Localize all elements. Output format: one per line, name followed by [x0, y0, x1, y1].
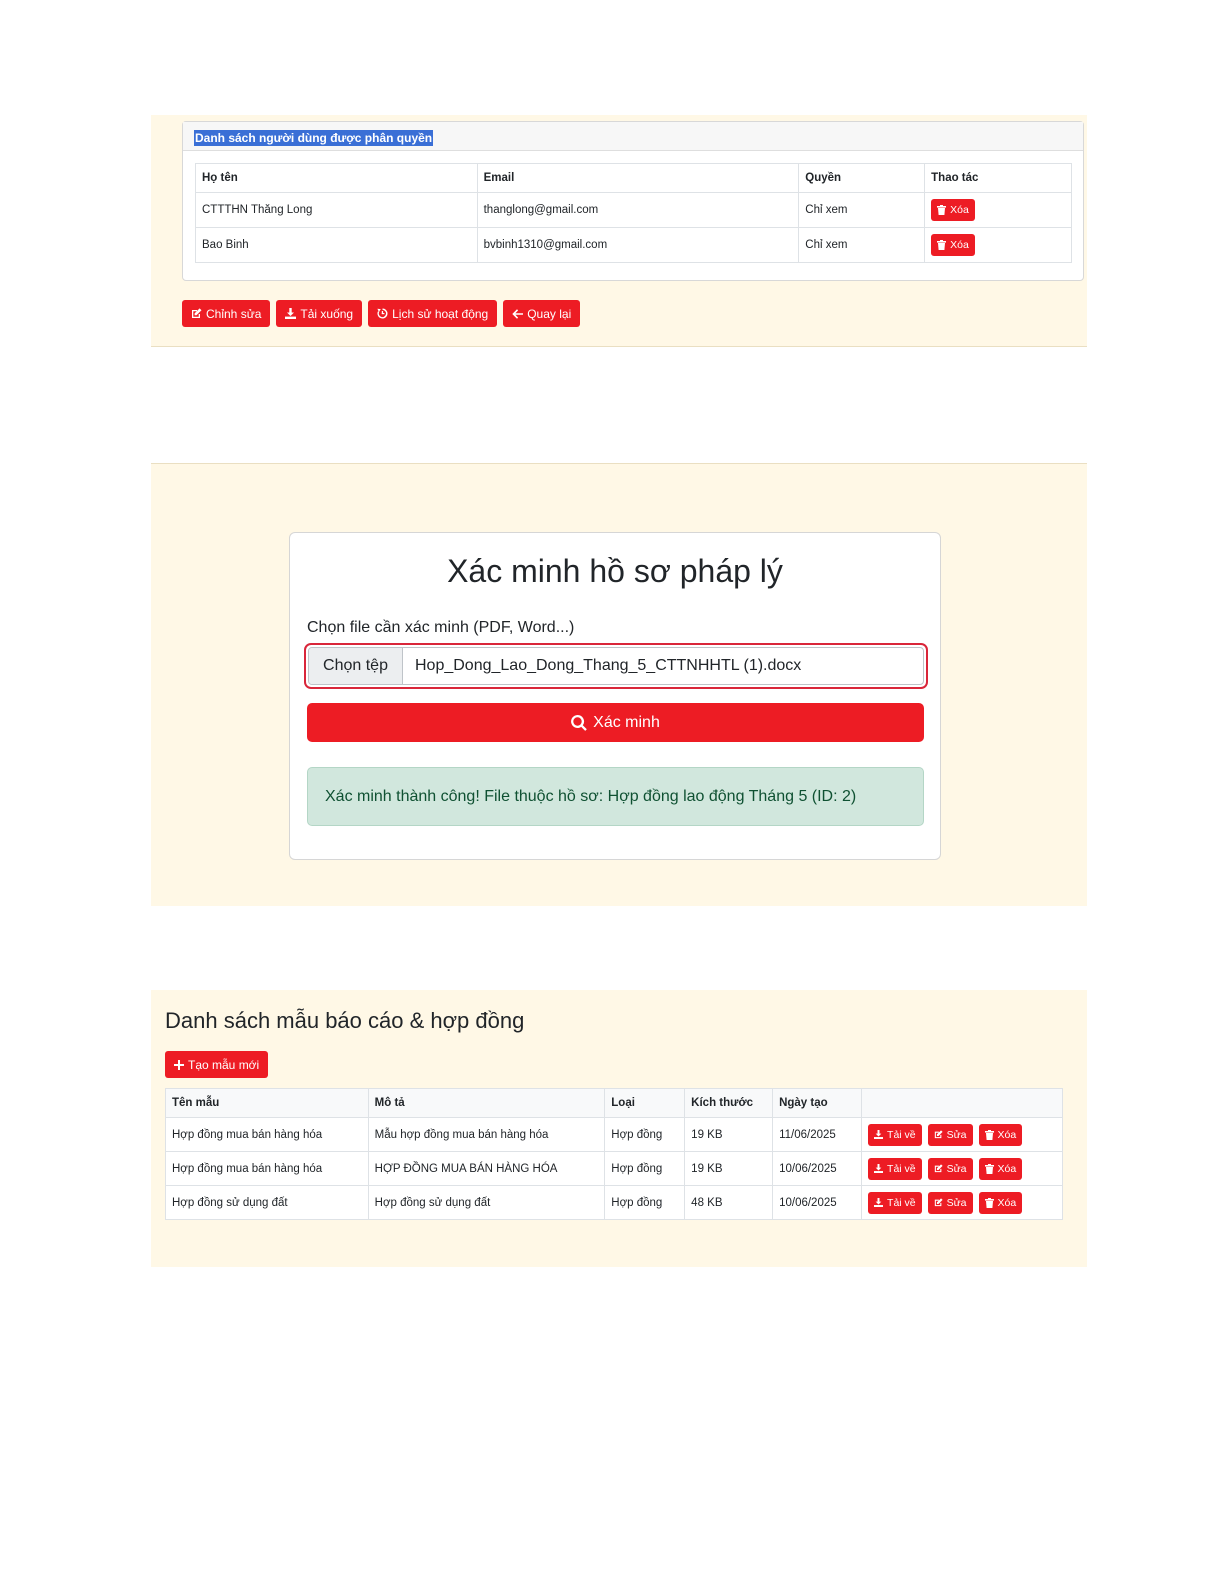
- template-download-label: Tải về: [887, 1162, 916, 1175]
- trash-icon: [937, 205, 946, 215]
- template-download-label: Tải về: [887, 1128, 916, 1141]
- template-actions-cell: [862, 1118, 1063, 1152]
- download-icon: [874, 1164, 883, 1173]
- edit-icon: [934, 1164, 943, 1173]
- table-header-row: [166, 1089, 1063, 1118]
- trash-icon: [937, 240, 946, 250]
- user-email-cell: bvbinh1310@gmail.com: [477, 228, 799, 263]
- download-icon: [874, 1198, 883, 1207]
- back-button[interactable]: [503, 300, 580, 327]
- file-input-focus-ring: [304, 643, 928, 689]
- history-button[interactable]: [368, 300, 497, 327]
- template-delete-label: Xóa: [997, 1162, 1017, 1175]
- user-name-cell: CTTTHN Thăng Long: [196, 193, 478, 228]
- template-desc-cell: Mẫu hợp đồng mua bán hàng hóa: [368, 1118, 605, 1152]
- table-header-row: [196, 164, 1072, 193]
- template-name-cell: Hợp đồng mua bán hàng hóa: [166, 1152, 369, 1186]
- plus-icon: [174, 1060, 184, 1070]
- delete-user-label: Xóa: [950, 204, 969, 216]
- template-delete-label: Xóa: [997, 1128, 1017, 1141]
- user-role-cell: Chỉ xem: [799, 193, 925, 228]
- download-icon: [285, 308, 296, 319]
- column-header: Họ tên: [196, 164, 478, 193]
- table-row: [196, 228, 1072, 263]
- user-name-cell: Bao Binh: [196, 228, 478, 263]
- template-actions-cell: [862, 1186, 1063, 1220]
- template-size-cell: 19 KB: [685, 1118, 773, 1152]
- search-icon: [571, 715, 587, 731]
- template-edit-label: Sửa: [946, 1162, 967, 1175]
- file-label: Chọn file cần xác minh (PDF, Word...): [307, 619, 575, 636]
- users-card: [182, 121, 1084, 281]
- download-icon: [874, 1130, 883, 1139]
- template-edit-label: Sửa: [946, 1196, 967, 1209]
- trash-icon: [985, 1198, 994, 1208]
- history-button-label: Lịch sử hoạt động: [392, 306, 489, 321]
- column-header: Email: [477, 164, 799, 193]
- arrow-left-icon: [512, 309, 523, 319]
- verify-button[interactable]: [307, 703, 924, 742]
- column-header: Kích thước: [685, 1089, 773, 1118]
- template-delete-button[interactable]: [979, 1124, 1023, 1146]
- file-input[interactable]: [308, 647, 924, 685]
- edit-icon: [934, 1198, 943, 1207]
- verify-title: Xác minh hồ sơ pháp lý: [447, 553, 783, 589]
- users-card-title: Danh sách người dùng được phân quyền: [195, 131, 433, 145]
- users-card-header: [183, 122, 1083, 151]
- verify-button-label: Xác minh: [593, 713, 660, 731]
- template-date-cell: 10/06/2025: [773, 1186, 862, 1220]
- download-button[interactable]: [276, 300, 362, 327]
- trash-icon: [985, 1164, 994, 1174]
- download-button-label: Tải xuống: [300, 306, 354, 321]
- template-delete-button[interactable]: [979, 1192, 1023, 1214]
- table-row: [166, 1186, 1063, 1220]
- delete-user-label: Xóa: [950, 239, 969, 251]
- column-header: Mô tả: [368, 1089, 605, 1118]
- template-edit-button[interactable]: [928, 1124, 973, 1146]
- templates-title: Danh sách mẫu báo cáo & hợp đồng: [165, 1008, 525, 1033]
- template-date-cell: 11/06/2025: [773, 1118, 862, 1152]
- template-actions-cell: [862, 1152, 1063, 1186]
- template-desc-cell: Hợp đồng sử dụng đất: [368, 1186, 605, 1220]
- column-header: Ngày tạo: [773, 1089, 862, 1118]
- column-header: Tên mẫu: [166, 1089, 369, 1118]
- trash-icon: [985, 1130, 994, 1140]
- history-icon: [377, 308, 388, 319]
- template-type-cell: Hợp đồng: [605, 1186, 685, 1220]
- user-email-cell: thanglong@gmail.com: [477, 193, 799, 228]
- back-button-label: Quay lại: [527, 306, 572, 321]
- column-header: [862, 1089, 1063, 1118]
- user-role-cell: Chỉ xem: [799, 228, 925, 263]
- template-download-button[interactable]: [868, 1124, 922, 1146]
- templates-panel: [151, 990, 1087, 1267]
- template-delete-button[interactable]: [979, 1158, 1023, 1180]
- verify-card: [289, 532, 941, 860]
- table-row: [196, 193, 1072, 228]
- template-download-label: Tải về: [887, 1196, 916, 1209]
- delete-user-button[interactable]: [931, 199, 975, 221]
- verify-success-alert: Xác minh thành công! File thuộc hồ sơ: Hợp đồng lao động Tháng 5 (ID: 2): [307, 767, 924, 826]
- template-date-cell: 10/06/2025: [773, 1152, 862, 1186]
- edit-icon: [191, 308, 202, 319]
- users-panel: [151, 115, 1087, 347]
- templates-table: [165, 1088, 1063, 1220]
- template-size-cell: 48 KB: [685, 1186, 773, 1220]
- template-name-cell: Hợp đồng sử dụng đất: [166, 1186, 369, 1220]
- template-desc-cell: HỢP ĐỒNG MUA BÁN HÀNG HÓA: [368, 1152, 605, 1186]
- template-edit-button[interactable]: [928, 1158, 973, 1180]
- new-template-button[interactable]: [165, 1051, 268, 1078]
- template-edit-label: Sửa: [946, 1128, 967, 1141]
- template-delete-label: Xóa: [997, 1196, 1017, 1209]
- column-header: Loại: [605, 1089, 685, 1118]
- edit-button[interactable]: [182, 300, 270, 327]
- edit-button-label: Chỉnh sửa: [206, 306, 262, 321]
- table-row: [166, 1152, 1063, 1186]
- template-name-cell: Hợp đồng mua bán hàng hóa: [166, 1118, 369, 1152]
- column-header: Quyền: [799, 164, 925, 193]
- template-size-cell: 19 KB: [685, 1152, 773, 1186]
- table-row: [166, 1118, 1063, 1152]
- edit-icon: [934, 1130, 943, 1139]
- template-download-button[interactable]: [868, 1192, 922, 1214]
- template-edit-button[interactable]: [928, 1192, 973, 1214]
- verify-panel: [151, 463, 1087, 906]
- new-template-label: Tạo mẫu mới: [188, 1057, 260, 1072]
- users-table: [195, 163, 1072, 263]
- template-download-button[interactable]: [868, 1158, 922, 1180]
- document-actions: [182, 300, 580, 327]
- delete-user-button[interactable]: [931, 234, 975, 256]
- choose-file-button[interactable]: Chọn tệp: [309, 648, 403, 684]
- template-type-cell: Hợp đồng: [605, 1152, 685, 1186]
- selected-file-name: Hop_Dong_Lao_Dong_Thang_5_CTTNHHTL (1).docx: [415, 657, 802, 674]
- column-header: Thao tác: [925, 164, 1072, 193]
- template-type-cell: Hợp đồng: [605, 1118, 685, 1152]
